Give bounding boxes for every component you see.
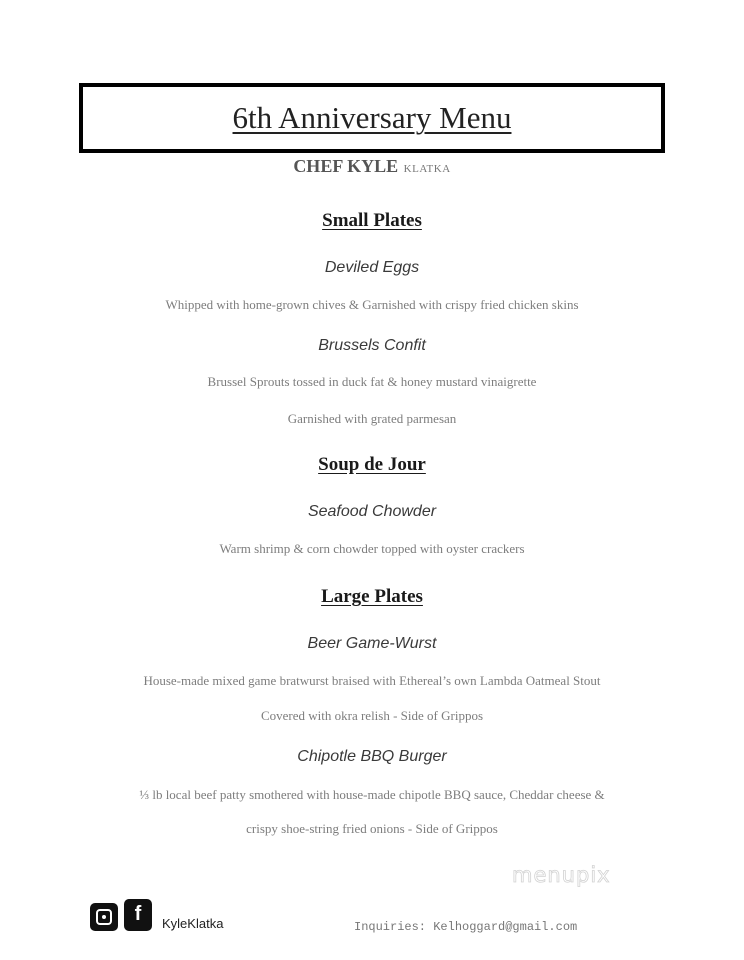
dish-desc-beer-game-wurst-1: House-made mixed game bratwurst braised with Ethereal’s own Lambda Oatmeal Stout [143,673,601,688]
chef-credit [0,156,744,177]
section-heading-soup: Soup de Jour [318,454,426,475]
dish-desc-beer-game-wurst-2: Covered with okra relish - Side of Grippos [260,708,484,723]
dish-name-deviled-eggs: Deviled Eggs [324,259,420,276]
watermark-logo: menupix [512,863,611,887]
menu-title: 6th Anniversary Menu [232,100,512,135]
dish-name-seafood-chowder: Seafood Chowder [307,503,437,520]
chef-surname: KLATKA [403,163,451,175]
dish-name-brussels-confit: Brussels Confit [318,337,426,354]
dish-desc-seafood-chowder: Warm shrimp & corn chowder topped with oyster crackers [219,541,525,556]
title-frame [79,83,665,153]
section-heading-large-plates: Large Plates [321,586,423,607]
instagram-icon[interactable] [90,903,118,931]
dish-name-chipotle-bbq-burger: Chipotle BBQ Burger [297,748,447,765]
social-links [90,899,223,931]
dish-desc-chipotle-bbq-burger-1: ⅓ lb local beef patty smothered with house-made chipotle BBQ sauce, Cheddar cheese & [139,787,605,802]
chef-name: CHEF KYLE [293,156,399,176]
section-heading-small-plates: Small Plates [322,210,422,231]
dish-desc-deviled-eggs: Whipped with home-grown chives & Garnished with crispy fried chicken skins [165,297,579,312]
dish-desc-brussels-confit-1: Brussel Sprouts tossed in duck fat & honey mustard vinaigrette [207,374,537,389]
dish-desc-chipotle-bbq-burger-2: crispy shoe-string fried onions - Side of Grippos [246,821,498,836]
dish-name-beer-game-wurst: Beer Game-Wurst [307,635,437,652]
dish-desc-brussels-confit-2: Garnished with grated parmesan [287,411,457,426]
inquiries-contact: Inquiries: Kelhoggard@gmail.com [354,920,578,934]
social-handle: KyleKlatka [162,916,224,931]
facebook-icon[interactable]: f [124,899,152,931]
